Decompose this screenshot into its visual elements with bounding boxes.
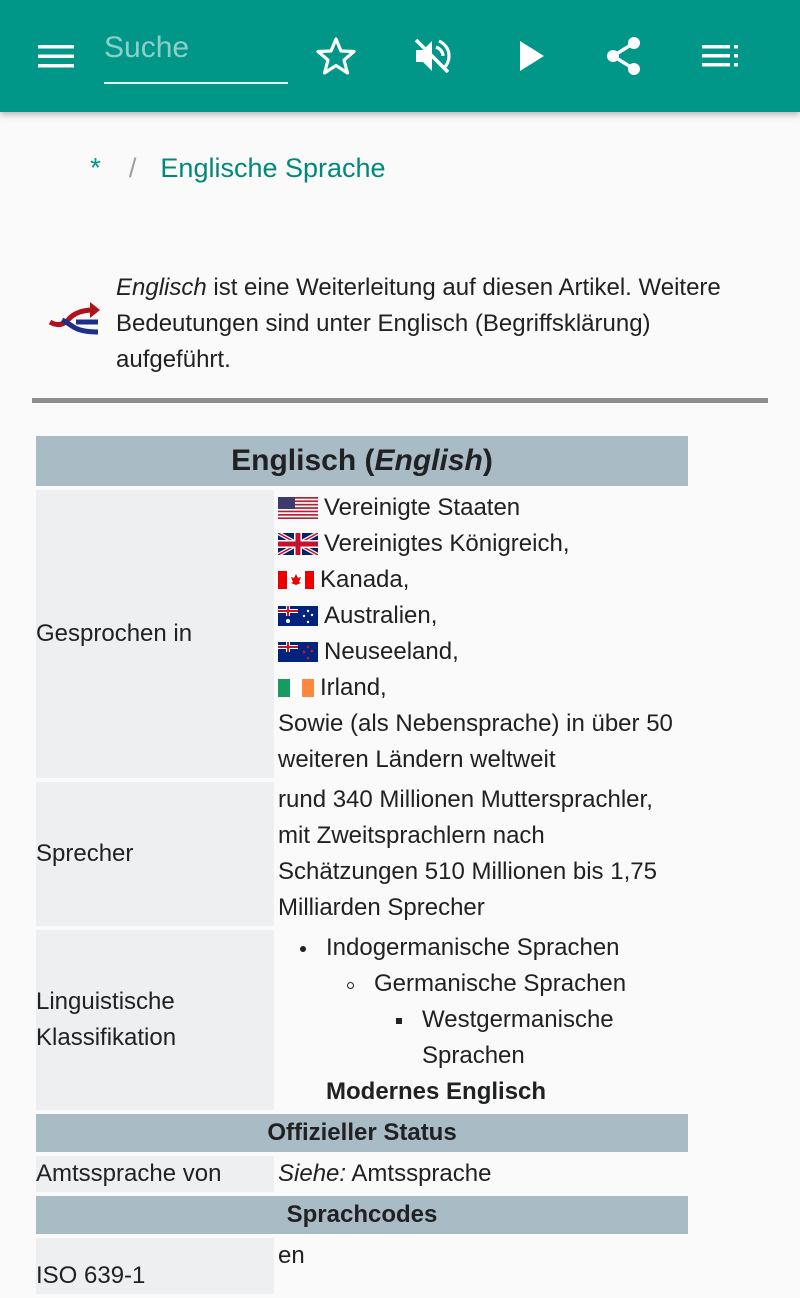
country-name: Kanada,: [320, 566, 410, 593]
classification-level-2[interactable]: [278, 966, 688, 1002]
classification-leaf: [278, 1074, 688, 1110]
infobox-row-iso: [36, 1238, 688, 1294]
country-name: Vereinigtes Königreich,: [324, 530, 570, 557]
breadcrumb: [90, 148, 386, 188]
bullet-disc: [300, 946, 306, 952]
country-name: Australien,: [324, 602, 438, 629]
country-name: Neuseeland,: [324, 638, 459, 665]
classification-label: Linguistische Klassifikation: [36, 930, 274, 1110]
bullet-circle: [347, 982, 354, 989]
classification-level-1-label: Indogermanische Sprachen: [326, 934, 620, 961]
classification-level-3[interactable]: [278, 1002, 632, 1074]
spoken-in-value: [274, 490, 688, 778]
hatnote-term: Englisch: [116, 274, 207, 301]
infobox-row-classification: [36, 930, 688, 1110]
au-flag-icon: [278, 606, 318, 626]
menu-icon: [36, 36, 76, 76]
hatnote-text: [116, 270, 736, 378]
classification-value: [274, 930, 688, 1110]
breadcrumb-separator: /: [128, 152, 137, 183]
bullet-square: [396, 1018, 402, 1024]
infobox-row-spoken-in: [36, 490, 688, 778]
share-icon: [604, 36, 644, 76]
spoken-in-note: Sowie (als Nebensprache) in über 50 weiteren Ländern weltweit: [278, 710, 673, 773]
ca-flag-icon: [278, 571, 314, 589]
speakers-value: rund 340 Millionen Muttersprachler, mit Zweitsprachlern nach Schätzungen 510 Millionen bis 1,75 Milliarden Sprecher: [278, 786, 657, 921]
app-toolbar: [0, 0, 800, 112]
volume-off-icon: [412, 36, 452, 76]
language-infobox: [36, 432, 688, 1298]
infobox-row-speakers: [36, 782, 688, 926]
us-flag-icon: [278, 497, 318, 519]
play-icon: [510, 36, 550, 76]
official-language-link[interactable]: Amtssprache: [346, 1160, 492, 1187]
classification-level-1[interactable]: [278, 930, 688, 966]
official-language-prefix: Siehe:: [278, 1160, 347, 1187]
search-field[interactable]: [104, 24, 288, 84]
breadcrumb-home-link[interactable]: *: [90, 152, 101, 183]
country-name: Vereinigte Staaten: [324, 494, 521, 521]
country-ie[interactable]: [278, 670, 688, 706]
uk-flag-icon: [278, 533, 318, 555]
classification-level-3-label: Westgermanische Sprachen: [422, 1006, 614, 1069]
breadcrumb-current-link[interactable]: Englische Sprache: [160, 152, 386, 183]
menu-button[interactable]: [28, 28, 84, 84]
iso-label: ISO 639-1: [36, 1238, 274, 1294]
hatnote-divider: [32, 398, 768, 403]
official-language-value: [274, 1156, 688, 1192]
country-nz[interactable]: [278, 634, 688, 670]
classification-tree: [278, 930, 688, 1110]
spoken-in-label: Gesprochen in: [36, 490, 274, 778]
classification-leaf-label: Modernes Englisch: [326, 1078, 547, 1105]
country-name: Irland,: [320, 674, 387, 701]
infobox-title: [36, 436, 688, 486]
play-button[interactable]: [502, 28, 558, 84]
ie-flag-icon: [278, 679, 314, 697]
classification-level-2-label: Germanische Sprachen: [374, 970, 627, 997]
bookmark-button[interactable]: [308, 28, 364, 84]
infobox-title-suffix: ): [482, 444, 493, 477]
official-language-label: Amtssprache von: [36, 1156, 274, 1192]
country-au[interactable]: [278, 598, 688, 634]
infobox-title-prefix: Englisch (: [231, 444, 375, 477]
share-button[interactable]: [596, 28, 652, 84]
search-input[interactable]: [104, 24, 288, 72]
infobox-row-official-language: [36, 1156, 688, 1192]
mute-button[interactable]: [404, 28, 460, 84]
table-of-contents-button[interactable]: [692, 28, 748, 84]
section-official-status: Offizieller Status: [36, 1114, 688, 1152]
iso-value: en: [278, 1242, 305, 1269]
infobox-title-native: English: [374, 444, 483, 477]
country-uk[interactable]: [278, 526, 688, 562]
country-ca[interactable]: [278, 562, 688, 598]
star-outline-icon: [316, 36, 356, 76]
section-language-codes: Sprachcodes: [36, 1196, 688, 1234]
speakers-label: Sprecher: [36, 782, 274, 926]
country-us[interactable]: [278, 490, 688, 526]
playlist-icon: [700, 36, 740, 76]
nz-flag-icon: [278, 642, 318, 662]
redirect-icon: [46, 298, 102, 342]
hatnote-body: ist eine Weiterleitung auf diesen Artikel. Weitere Bedeutungen sind unter Englisch (Begriffsklärung) aufgeführt.: [116, 274, 721, 373]
